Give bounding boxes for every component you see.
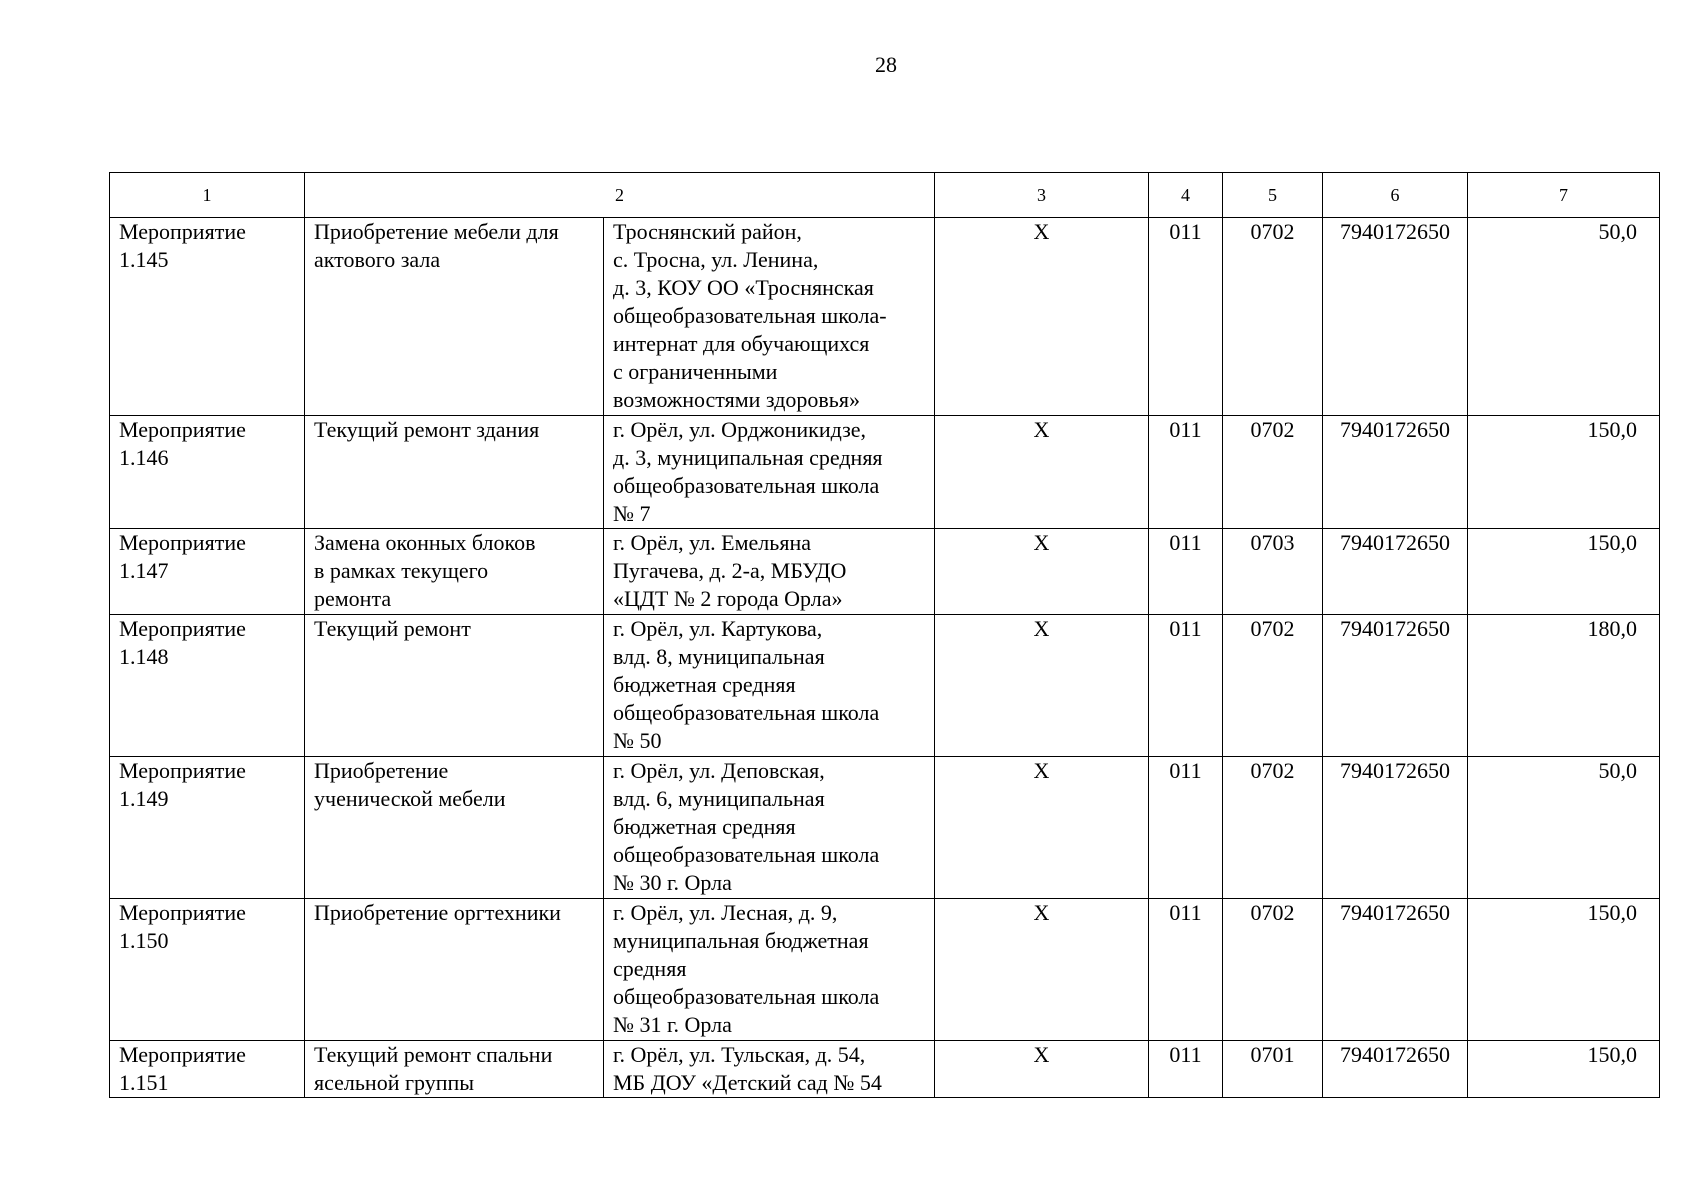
- measure-id-cell: [110, 218, 305, 416]
- measure-name-cell: [305, 899, 604, 1041]
- column-6-cell: 7940172650: [1323, 899, 1468, 1041]
- column-7-cell: 150,0: [1468, 899, 1660, 1041]
- column-3-cell: Х: [935, 529, 1149, 615]
- measure-id-cell-line: 1.145: [119, 247, 169, 272]
- column-3-cell: Х: [935, 218, 1149, 416]
- header-cell-7: 7: [1468, 173, 1660, 218]
- measure-address-cell-line: г. Орёл, ул. Деповская,: [613, 758, 825, 783]
- measure-name-cell-line: ясельной группы: [314, 1070, 475, 1095]
- measure-name-cell-line: Замена оконных блоков: [314, 530, 536, 555]
- column-5-cell: 0702: [1223, 757, 1323, 899]
- header-cell-6: 6: [1323, 173, 1468, 218]
- column-4-cell: 011: [1149, 757, 1223, 899]
- measure-address-cell-line: возможностями здоровья»: [613, 387, 860, 412]
- measure-id-cell-line: Мероприятие: [119, 758, 246, 783]
- header-cell-3: 3: [935, 173, 1149, 218]
- measure-name-cell-line: ученической мебели: [314, 786, 506, 811]
- measure-address-cell-line: № 31 г. Орла: [613, 1012, 732, 1037]
- measure-address-cell-line: г. Орёл, ул. Картукова,: [613, 616, 823, 641]
- measure-address-cell: [604, 416, 935, 529]
- column-7-cell: 50,0: [1468, 218, 1660, 416]
- measure-address-cell-line: г. Орёл, ул. Лесная, д. 9,: [613, 900, 838, 925]
- column-4-cell: 011: [1149, 615, 1223, 757]
- measure-address-cell: [604, 899, 935, 1041]
- measure-address-cell-line: № 7: [613, 501, 651, 526]
- measure-name-cell: [305, 615, 604, 757]
- column-6-cell: 7940172650: [1323, 757, 1468, 899]
- measure-id-cell-line: Мероприятие: [119, 530, 246, 555]
- measure-address-cell-line: г. Орёл, ул. Тульская, д. 54,: [613, 1042, 866, 1067]
- column-5-cell: 0701: [1223, 1041, 1323, 1098]
- column-6-cell: 7940172650: [1323, 218, 1468, 416]
- measure-address-cell-line: влд. 6, муниципальная: [613, 786, 825, 811]
- measure-address-cell-line: № 50: [613, 728, 662, 753]
- column-5-cell: 0702: [1223, 218, 1323, 416]
- column-4-cell: 011: [1149, 218, 1223, 416]
- column-5-cell: 0702: [1223, 615, 1323, 757]
- header-cell-5: 5: [1223, 173, 1323, 218]
- column-7-cell: 50,0: [1468, 757, 1660, 899]
- measure-address-cell: [604, 218, 935, 416]
- measure-name-cell-line: Приобретение мебели для: [314, 219, 559, 244]
- measure-address-cell-line: д. 3, КОУ ОО «Троснянская: [613, 275, 874, 300]
- measure-address-cell-line: влд. 8, муниципальная: [613, 644, 825, 669]
- measure-address-cell: [604, 757, 935, 899]
- measure-name-cell-line: ремонта: [314, 586, 392, 611]
- measure-id-cell: [110, 615, 305, 757]
- measure-name-cell-line: Текущий ремонт спальни: [314, 1042, 553, 1067]
- column-7-cell: 150,0: [1468, 416, 1660, 529]
- page-number: 28: [875, 52, 897, 77]
- column-3-cell: Х: [935, 1041, 1149, 1098]
- measure-name-cell-line: Приобретение оргтехники: [314, 900, 561, 925]
- table-row: [110, 757, 1660, 899]
- measure-address-cell-line: д. 3, муниципальная средняя: [613, 445, 883, 470]
- measure-id-cell-line: 1.147: [119, 558, 169, 583]
- measure-name-cell: [305, 416, 604, 529]
- measure-address-cell-line: общеобразовательная школа: [613, 700, 880, 725]
- measure-id-cell-line: 1.146: [119, 445, 169, 470]
- measure-name-cell-line: Текущий ремонт: [314, 616, 471, 641]
- column-6-cell: 7940172650: [1323, 529, 1468, 615]
- table-header-row: [110, 173, 1660, 218]
- measure-address-cell-line: с. Тросна, ул. Ленина,: [613, 247, 819, 272]
- measure-address-cell: [604, 529, 935, 615]
- table-row: [110, 615, 1660, 757]
- measure-address-cell-line: Пугачева, д. 2-а, МБУДО: [613, 558, 847, 583]
- measure-address-cell: [604, 1041, 935, 1098]
- column-4-cell: 011: [1149, 1041, 1223, 1098]
- measure-address-cell-line: № 30 г. Орла: [613, 870, 732, 895]
- measure-id-cell: [110, 757, 305, 899]
- measure-id-cell-line: 1.149: [119, 786, 169, 811]
- header-cell-4: 4: [1149, 173, 1223, 218]
- column-5-cell: 0702: [1223, 416, 1323, 529]
- measure-address-cell-line: г. Орёл, ул. Емельяна: [613, 530, 811, 555]
- measure-name-cell: [305, 1041, 604, 1098]
- measure-address-cell-line: «ЦДТ № 2 города Орла»: [613, 586, 843, 611]
- measure-address-cell: [604, 615, 935, 757]
- table-row: [110, 218, 1660, 416]
- column-3-cell: Х: [935, 899, 1149, 1041]
- measure-address-cell-line: бюджетная средняя: [613, 672, 796, 697]
- measure-id-cell-line: 1.151: [119, 1070, 169, 1095]
- header-cell-2: 2: [305, 173, 935, 218]
- measure-address-cell-line: Троснянский район,: [613, 219, 802, 244]
- table-row: [110, 529, 1660, 615]
- column-7-cell: 180,0: [1468, 615, 1660, 757]
- column-4-cell: 011: [1149, 529, 1223, 615]
- measure-id-cell-line: Мероприятие: [119, 219, 246, 244]
- column-3-cell: Х: [935, 615, 1149, 757]
- measure-address-cell-line: муниципальная бюджетная: [613, 928, 869, 953]
- column-6-cell: 7940172650: [1323, 416, 1468, 529]
- measure-address-cell-line: общеобразовательная школа-: [613, 303, 887, 328]
- measure-id-cell: [110, 1041, 305, 1098]
- measure-id-cell-line: 1.148: [119, 644, 169, 669]
- measure-id-cell: [110, 899, 305, 1041]
- measure-name-cell-line: Приобретение: [314, 758, 449, 783]
- column-5-cell: 0702: [1223, 899, 1323, 1041]
- measure-address-cell-line: общеобразовательная школа: [613, 473, 880, 498]
- table-row: [110, 416, 1660, 529]
- column-3-cell: Х: [935, 416, 1149, 529]
- column-5-cell: 0703: [1223, 529, 1323, 615]
- column-6-cell: 7940172650: [1323, 615, 1468, 757]
- measure-name-cell: [305, 529, 604, 615]
- table-row: [110, 899, 1660, 1041]
- column-3-cell: Х: [935, 757, 1149, 899]
- column-7-cell: 150,0: [1468, 529, 1660, 615]
- measure-name-cell-line: в рамках текущего: [314, 558, 489, 583]
- table-row: [110, 1041, 1660, 1098]
- measure-id-cell-line: 1.150: [119, 928, 169, 953]
- measure-id-cell: [110, 529, 305, 615]
- measure-id-cell-line: Мероприятие: [119, 900, 246, 925]
- measure-address-cell-line: средняя: [613, 956, 687, 981]
- measure-address-cell-line: бюджетная средняя: [613, 814, 796, 839]
- measure-address-cell-line: МБ ДОУ «Детский сад № 54: [613, 1070, 882, 1095]
- column-6-cell: 7940172650: [1323, 1041, 1468, 1098]
- measures-table: [109, 172, 1660, 1098]
- measure-address-cell-line: общеобразовательная школа: [613, 842, 880, 867]
- measure-id-cell-line: Мероприятие: [119, 1042, 246, 1067]
- measure-address-cell-line: г. Орёл, ул. Орджоникидзе,: [613, 417, 867, 442]
- measure-name-cell: [305, 757, 604, 899]
- measure-name-cell: [305, 218, 604, 416]
- measure-address-cell-line: интернат для обучающихся: [613, 331, 870, 356]
- measure-id-cell-line: Мероприятие: [119, 616, 246, 641]
- header-cell-1: 1: [110, 173, 305, 218]
- measure-address-cell-line: с ограниченными: [613, 359, 778, 384]
- measure-address-cell-line: общеобразовательная школа: [613, 984, 880, 1009]
- column-4-cell: 011: [1149, 899, 1223, 1041]
- measure-name-cell-line: актового зала: [314, 247, 441, 272]
- measure-id-cell: [110, 416, 305, 529]
- column-7-cell: 150,0: [1468, 1041, 1660, 1098]
- measure-name-cell-line: Текущий ремонт здания: [314, 417, 540, 442]
- column-4-cell: 011: [1149, 416, 1223, 529]
- measure-id-cell-line: Мероприятие: [119, 417, 246, 442]
